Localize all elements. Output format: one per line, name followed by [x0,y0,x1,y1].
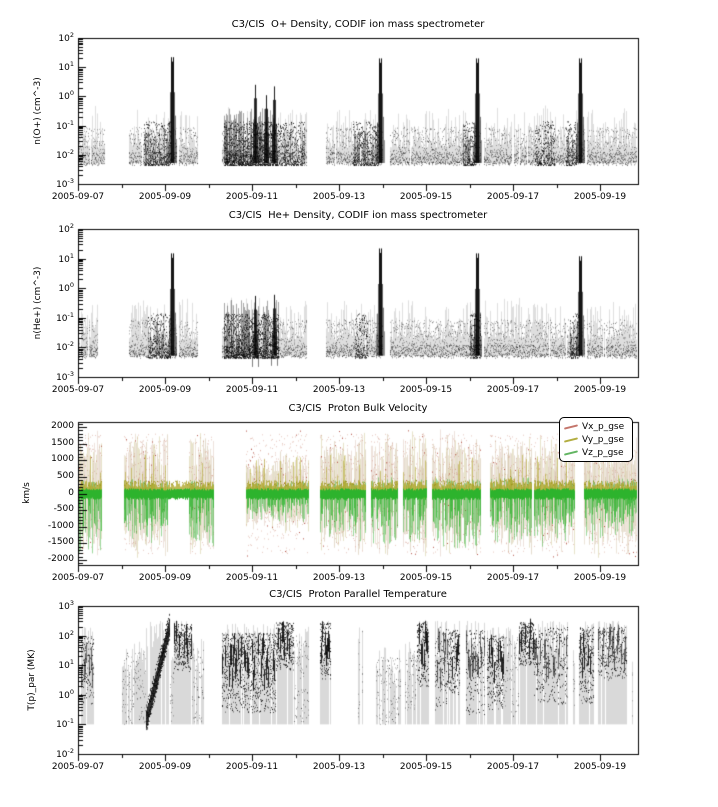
legend-line-vz-icon [564,450,578,455]
legend-label-vx: Vx_p_gse [582,421,625,432]
x-tick-label: 2005-09-17 [486,385,540,395]
y-tick-label: $10^{-3}$ [56,177,74,190]
y-tick-label: 1500 [51,438,74,448]
x-tick-label: 2005-09-07 [51,762,105,772]
y-tick-label: $10^0$ [58,89,74,102]
y-tick-label: $10^{-2}$ [56,747,74,760]
x-tick-label: 2005-09-17 [486,573,540,583]
y-tick-label: $10^{-2}$ [56,148,74,161]
y-tick-label: $10^2$ [58,222,74,235]
x-tick-label: 2005-09-19 [573,385,627,395]
panel4-title: C3/CIS Proton Parallel Temperature [269,589,447,600]
x-tick-label: 2005-09-15 [399,192,453,202]
x-tick-label: 2005-09-15 [399,573,453,583]
x-tick-label: 2005-09-11 [225,762,279,772]
x-tick-label: 2005-09-09 [138,573,192,583]
y-tick-label: $10^0$ [58,688,74,701]
y-tick-label: 1000 [51,454,74,464]
legend-item-vy [564,433,628,446]
y-tick-label: $10^{-1}$ [56,119,74,132]
x-tick-label: 2005-09-19 [573,762,627,772]
panel1-ylabel: n(O+) (cm^-3) [33,77,43,145]
x-tick-label: 2005-09-07 [51,573,105,583]
legend-item-vz [564,446,628,459]
y-tick-label: -2000 [47,554,74,564]
x-tick-label: 2005-09-19 [573,192,627,202]
y-tick-label: -500 [53,504,74,514]
panel4-ylabel: T(p)_par (MK) [27,649,37,711]
y-tick-label: $10^1$ [58,252,74,265]
y-tick-label: 2000 [51,421,74,431]
x-tick-label: 2005-09-15 [399,762,453,772]
y-tick-label: 500 [56,471,74,481]
x-tick-label: 2005-09-09 [138,192,192,202]
x-tick-label: 2005-09-09 [138,762,192,772]
x-tick-label: 2005-09-15 [399,385,453,395]
y-tick-label: -1000 [47,521,74,531]
panel1-title: C3/CIS O+ Density, CODIF ion mass spectrometer [231,19,485,30]
y-tick-label: $10^0$ [58,281,74,294]
y-tick-label: $10^2$ [58,629,74,642]
legend-line-vx-icon [564,424,578,429]
legend-item-vx [564,420,628,433]
y-tick-label: $10^2$ [58,31,74,44]
x-tick-label: 2005-09-17 [486,192,540,202]
x-tick-label: 2005-09-07 [51,192,105,202]
panel3-title: C3/CIS Proton Bulk Velocity [288,403,428,414]
x-tick-label: 2005-09-13 [312,192,366,202]
legend-line-vy-icon [564,437,578,442]
y-tick-label: $10^{-2}$ [56,340,74,353]
x-tick-label: 2005-09-11 [225,192,279,202]
x-tick-label: 2005-09-07 [51,385,105,395]
x-tick-label: 2005-09-19 [573,573,627,583]
y-tick-label: $10^1$ [58,658,74,671]
legend [559,417,633,462]
x-tick-label: 2005-09-17 [486,762,540,772]
x-tick-label: 2005-09-11 [225,385,279,395]
x-tick-label: 2005-09-13 [312,762,366,772]
y-tick-label: $10^{-1}$ [56,311,74,324]
x-tick-label: 2005-09-13 [312,573,366,583]
x-tick-label: 2005-09-11 [225,573,279,583]
x-tick-label: 2005-09-13 [312,385,366,395]
y-tick-label: -1500 [47,537,74,547]
y-tick-label: $10^{-1}$ [56,717,74,730]
y-tick-label: $10^3$ [58,599,74,612]
x-tick-label: 2005-09-09 [138,385,192,395]
panel3-ylabel: km/s [22,482,32,504]
y-tick-label: $10^1$ [58,60,74,73]
panel2-title: C3/CIS He+ Density, CODIF ion mass spectrometer [228,210,488,221]
y-tick-label: $10^{-3}$ [56,370,74,383]
legend-label-vz: Vz_p_gse [582,447,624,458]
panel2-ylabel: n(He+) (cm^-3) [33,266,43,340]
legend-label-vy: Vy_p_gse [582,434,624,445]
y-tick-label: 0 [68,488,74,498]
